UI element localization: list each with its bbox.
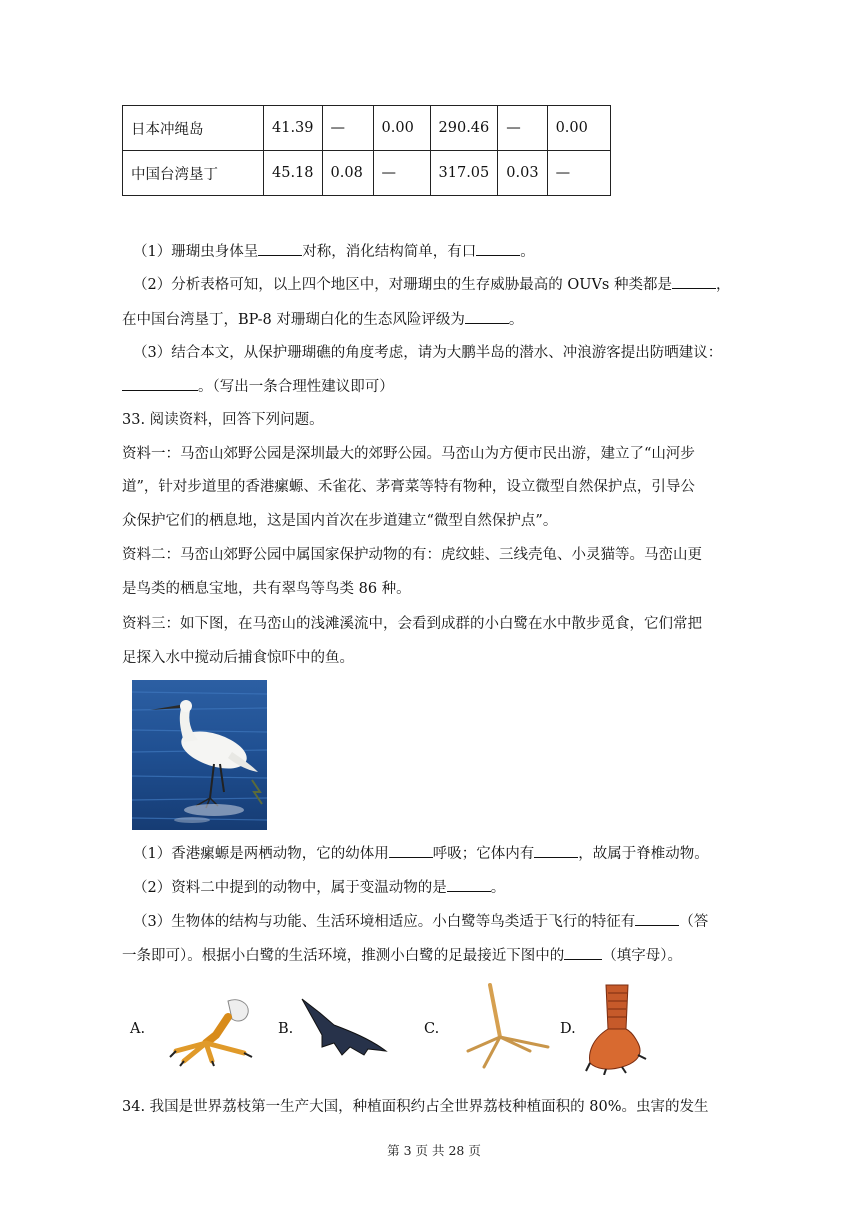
table-cell: 日本冲绳岛	[123, 106, 264, 151]
q32-part2-cont: 在中国台湾垦丁，BP-8 对珊瑚白化的生态风险评级为 。	[122, 309, 523, 330]
answer-blank[interactable]	[534, 843, 578, 858]
material1-line2: 道”，针对步道里的香港瘰螈、禾雀花、茅膏菜等特有物种，设立微型自然保护点，引导公	[122, 479, 695, 495]
egret-photo	[132, 680, 267, 830]
page-footer: 第 3 页 共 28 页	[387, 1143, 481, 1158]
table-cell: 290.46	[430, 106, 498, 151]
table-cell: 0.08	[322, 151, 373, 196]
q33-part3: （3）生物体的结构与功能、生活环境相适应。小白鹭等鸟类适于飞行的特征有 （答	[133, 911, 708, 932]
coral-risk-table	[122, 105, 611, 196]
table-cell: —	[547, 151, 610, 196]
option-d-label: D.	[560, 1021, 576, 1037]
table-cell: 0.00	[373, 106, 430, 151]
table-cell: —	[498, 106, 547, 151]
answer-blank[interactable]	[258, 241, 302, 256]
answer-blank[interactable]	[476, 241, 520, 256]
material2-line1: 资料二：马峦山郊野公园中属国家保护动物的有：虎纹蛙、三线壳龟、小灵猫等。马峦山更	[122, 547, 702, 563]
material3-line2: 足探入水中搅动后捕食惊吓中的鱼。	[122, 650, 354, 666]
material3-line1: 资料三：如下图，在马峦山的浅滩溪流中，会看到成群的小白鹭在水中散步觅食，它们常把	[122, 616, 702, 632]
answer-blank[interactable]	[389, 843, 433, 858]
table-cell: 0.03	[498, 151, 547, 196]
table-row	[123, 106, 611, 151]
table-cell: 0.00	[547, 106, 610, 151]
answer-blank[interactable]	[447, 877, 491, 892]
table-cell: —	[322, 106, 373, 151]
material2-line2: 是鸟类的栖息宝地，共有翠鸟等鸟类 86 种。	[122, 581, 411, 597]
q34-line: 34. 我国是世界荔枝第一生产大国，种植面积约占全世界荔枝种植面积的 80%。虫害的发生	[122, 1099, 709, 1115]
table-cell: 41.39	[264, 106, 323, 151]
q32-part3: （3）结合本文，从保护珊瑚礁的角度考虑，请为大鹏半岛的潜水、冲浪游客提出防晒建议：	[133, 345, 723, 361]
option-b-label: B.	[278, 1021, 294, 1037]
q32-part1: （1）珊瑚虫身体呈 对称，消化结构简单，有口 。	[133, 241, 535, 262]
egret-image	[132, 680, 267, 830]
option-a-label: A.	[130, 1021, 146, 1037]
raptor-foot-icon	[166, 995, 258, 1067]
answer-blank[interactable]	[672, 274, 716, 289]
foot-options	[130, 985, 750, 1075]
webbed-foot-icon	[298, 995, 390, 1059]
answer-blank[interactable]	[564, 945, 602, 960]
table-cell: 317.05	[430, 151, 498, 196]
table-row	[123, 151, 611, 196]
q33-part2: （2）资料二中提到的动物中，属于变温动物的是 。	[133, 877, 505, 898]
material1-line1: 资料一：马峦山郊野公园是深圳最大的郊野公园。马峦山为方便市民出游，建立了“山河步	[122, 446, 695, 462]
answer-blank[interactable]	[122, 376, 198, 391]
table-cell: 45.18	[264, 151, 323, 196]
option-c-label: C.	[424, 1021, 440, 1037]
q32-part2: （2）分析表格可知，以上四个地区中，对珊瑚虫的生存威胁最高的 OUVs 种类都是 ，	[133, 274, 730, 295]
wading-foot-icon	[460, 981, 556, 1073]
table-cell: 中国台湾垦丁	[123, 151, 264, 196]
material1-line3: 众保护它们的栖息地，这是国内首次在步道建立“微型自然保护点”。	[122, 513, 558, 529]
answer-blank[interactable]	[635, 911, 679, 926]
table-cell: —	[373, 151, 430, 196]
climbing-foot-icon	[582, 983, 652, 1075]
q32-part3-cont: 。（写出一条合理性建议即可）	[122, 376, 394, 397]
q33-part1: （1）香港瘰螈是两栖动物，它的幼体用 呼吸；它体内有 ，故属于脊椎动物。	[133, 843, 709, 864]
q33-part3-cont: 一条即可）。根据小白鹭的生活环境，推测小白鹭的足最接近下图中的 （填字母）。	[122, 945, 682, 966]
answer-blank[interactable]	[465, 309, 509, 324]
q33-title: 33. 阅读资料，回答下列问题。	[122, 412, 324, 428]
